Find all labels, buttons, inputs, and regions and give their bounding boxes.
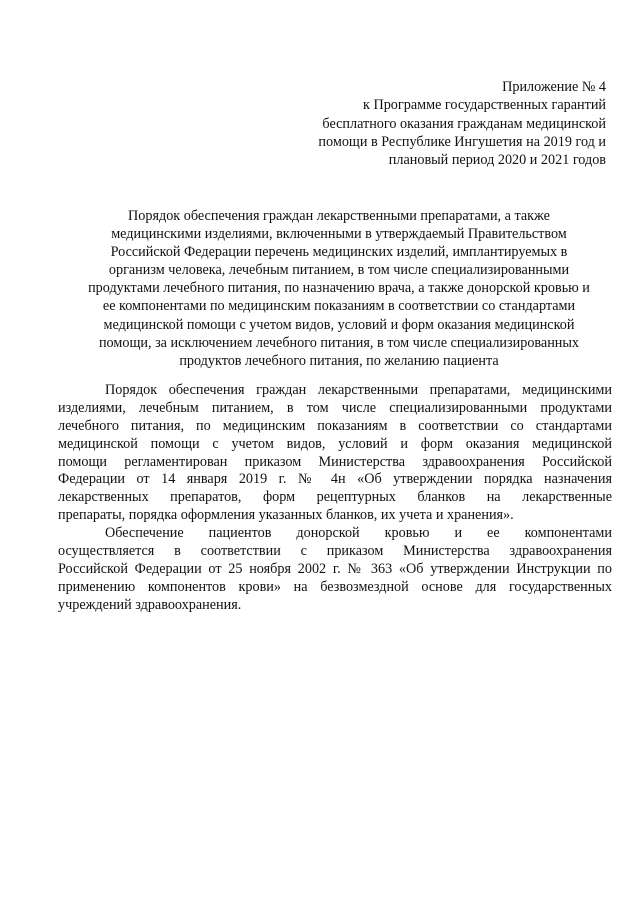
paragraph-line: Порядок обеспечения граждан лекарственными препаратами, медицинскими — [105, 382, 612, 398]
title-line: помощи, за исключением лечебного питания, в том числе специализированных — [98, 334, 580, 351]
title-line: продуктов лечебного питания, по желанию пациента — [179, 352, 499, 369]
paragraph-line: лечебного питания, по медицинским показаниям в соответствии со стандартами — [58, 417, 612, 434]
appendix-header — [266, 78, 606, 169]
paragraph-line: Федерации от 14 января 2019 г. № 4н «Об утверждении порядка назначения — [58, 471, 612, 488]
appendix-line: к Программе государственных гарантий — [363, 97, 606, 114]
title-line: продуктами лечебного питания, по назначению врача, а также донорской кровью и — [88, 280, 590, 297]
title-line: медицинской помощи с учетом видов, условий и форм оказания медицинской — [103, 316, 575, 333]
paragraph-2 — [58, 525, 612, 614]
paragraph-line: учреждений здравоохранения. — [58, 596, 242, 613]
paragraph-line: Обеспечение пациентов донорской кровью и ее компонентами — [105, 525, 612, 542]
title-line: медицинскими изделиями, включенными в утверждаемый Правительством — [111, 226, 567, 243]
document-title — [74, 207, 604, 370]
title-line: организм человека, лечебным питанием, в том числе специализированными — [108, 262, 570, 279]
appendix-line: бесплатного оказания гражданам медицинской — [322, 115, 606, 132]
appendix-line: Приложение № 4 — [502, 79, 606, 95]
paragraph-line: Российской Федерации от 25 ноября 2002 г. № 363 «Об утверждении Инструкции по — [58, 560, 612, 577]
paragraph-line: лекарственных препаратов, форм рецептурных бланков на лекарственные — [58, 489, 612, 506]
paragraph-line: медицинской помощи с учетом видов, условий и форм оказания медицинской — [58, 435, 612, 452]
appendix-line: плановый период 2020 и 2021 годов — [388, 152, 606, 169]
paragraph-line: осуществляется в соответствии с приказом Министерства здравоохранения — [58, 543, 612, 560]
appendix-line: помощи в Республике Ингушетия на 2019 год и — [318, 133, 606, 150]
title-line: Российской Федерации перечень медицинских изделий, имплантируемых в — [110, 244, 568, 261]
paragraph-1 — [58, 382, 612, 525]
paragraph-line: изделиями, лечебным питанием, в том числе специализированными продуктами — [58, 399, 612, 416]
title-line: ее компонентами по медицинским показаниям в соответствии со стандартами — [102, 298, 576, 315]
document-body — [58, 382, 612, 615]
paragraph-line: помощи регламентирован приказом Министерства здравоохранения Российской — [58, 453, 612, 470]
title-line: Порядок обеспечения граждан лекарственными препаратами, а также — [128, 208, 550, 224]
paragraph-line: применению компонентов крови» на безвозмездной основе для государственных — [58, 578, 612, 595]
paragraph-line: препараты, порядка оформления указанных бланков, их учета и хранения». — [58, 507, 514, 524]
